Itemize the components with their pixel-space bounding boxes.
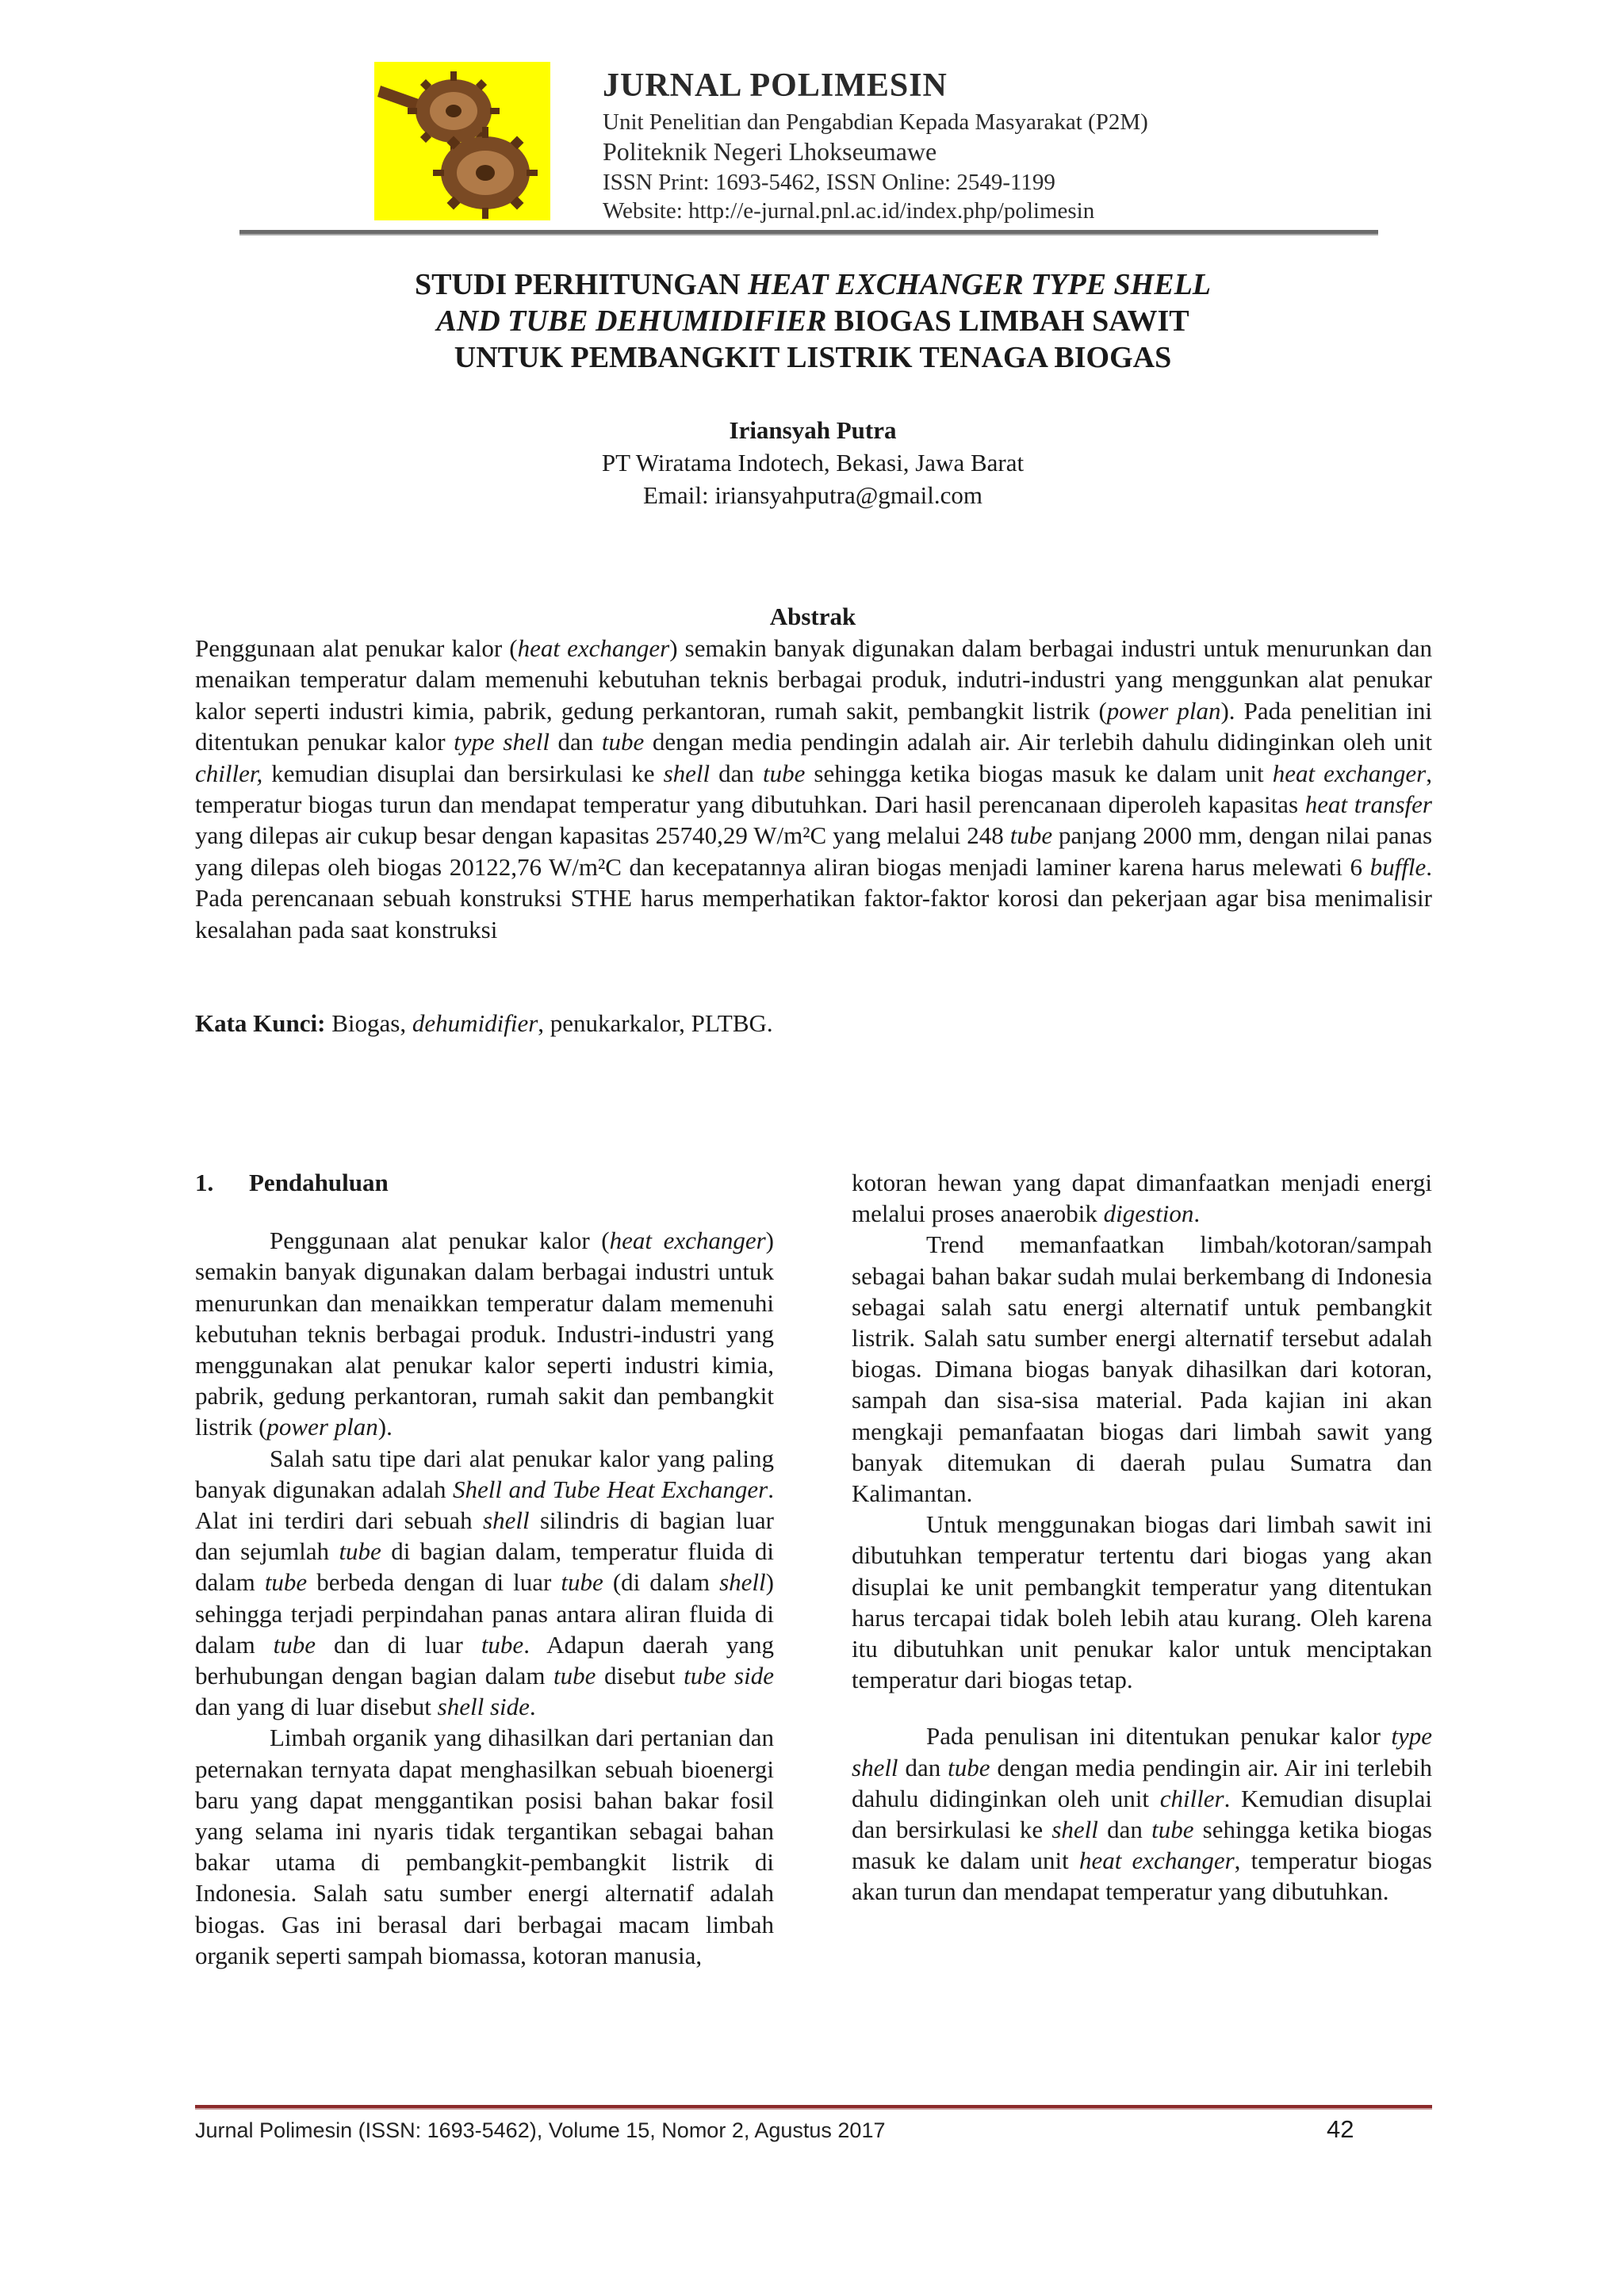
paragraph: Salah satu tipe dari alat penukar kalor yang paling banyak digunakan adalah Shell and Tube Heat Exchanger. Alat ini terdiri dari sebuah shell silindris di bagian luar dan sejumlah tube di bagian dalam, temperatur fluida di dalam tube berbeda dengan di luar tube (di dalam shell) sehingga terjadi perpindahan panas antara aliran fluida di dalam tube dan di luar tube. Adapun daerah yang berhubungan dengan bagian dalam tube disebut tube side dan yang di luar disebut shell side.	[195, 1444, 774, 1721]
footer-divider	[195, 2105, 1432, 2110]
author-email[interactable]: Email: iriansyahputra@gmail.com	[643, 481, 982, 509]
journal-unit: Unit Penelitian dan Pengabdian Kepada Masyarakat (P2M)	[603, 109, 1148, 135]
author-affiliation: PT Wiratama Indotech, Bekasi, Jawa Barat	[601, 449, 1025, 476]
paragraph: Trend memanfaatkan limbah/kotoran/sampah sebagai bahan bakar sudah mulai berkembang di Indonesia sebagai salah satu energi alternatif untuk pembangkit listrik. Salah satu sumber energi alternatif tersebut adalah biogas. Dimana biogas banyak dihasilkan dari kotoran, sampah dan sisa-sisa material. Pada kajian ini akan mengkaji pemanfaatan biogas dari limbah sawit yang banyak ditemukan di daerah pulau Sumatra dan Kalimantan.	[852, 1230, 1432, 1508]
author-block	[285, 414, 1340, 511]
masthead-divider	[239, 230, 1378, 235]
author-name: Iriansyah Putra	[729, 416, 897, 444]
journal-name: JURNAL POLIMESIN	[603, 67, 948, 104]
journal-logo	[374, 62, 550, 220]
paragraph: Untuk menggunakan biogas dari limbah sawit ini dibutuhkan temperatur tertentu dari biogas yang akan disuplai ke unit pembangkit temperatur yang ditentukan harus tercapai tidak boleh lebih atau kurang. Oleh karena itu dibutuhkan unit penukar kalor untuk menciptakan temperatur dari biogas tetap.	[852, 1510, 1432, 1694]
footer-citation: Jurnal Polimesin (ISSN: 1693-5462), Volume 15, Nomor 2, Agustus 2017	[195, 2118, 886, 2142]
journal-issn: ISSN Print: 1693-5462, ISSN Online: 2549-1199	[603, 170, 1055, 195]
gear-icon	[374, 62, 550, 220]
paragraph: Penggunaan alat penukar kalor (heat exchanger) semakin banyak digunakan dalam berbagai industri untuk menurunkan dan menaikkan temperatur dalam memenuhi kebutuhan teknis berbagai produk. Industri-industri yang menggunakan alat penukar kalor seperti industri kimia, pabrik, gedung perkantoran, rumah sakit dan pembangkit listrik (power plan).	[195, 1226, 774, 1441]
paragraph: Pada penulisan ini ditentukan penukar kalor type shell dan tube dengan media pendingin air. Air ini terlebih dahulu didinginkan oleh unit chiller. Kemudian disuplai dan bersirkulasi ke shell dan tube sehingga ketika biogas masuk ke dalam unit heat exchanger, temperatur biogas akan turun dan mendapat temperatur yang dibutuhkan.	[852, 1722, 1432, 1906]
body-column-left	[195, 1167, 774, 1971]
abstract-heading: Abstrak	[769, 603, 856, 630]
keywords-label: Kata Kunci:	[195, 1009, 326, 1037]
paragraph: kotoran hewan yang dapat dimanfaatkan menjadi energi melalui proses anaerobik digestion.	[852, 1169, 1432, 1228]
journal-institution: Politeknik Negeri Lhokseumawe	[603, 137, 937, 166]
section-heading: 1. Pendahuluan	[195, 1169, 389, 1196]
page-number: 42	[1327, 2115, 1354, 2143]
body-column-right	[852, 1167, 1432, 1908]
abstract-text: Penggunaan alat penukar kalor (heat exchanger) semakin banyak digunakan dalam berbagai industri untuk menurunkan dan menaikan temperatur dalam memenuhi kebutuhan teknis berbagai produk, indutri-industri yang menggunkan alat penukar kalor seperti industri kimia, pabrik, gedung perkantoran, rumah sakit, pembangkit listrik (power plan). Pada penelitian ini ditentukan penukar kalor type shell dan tube dengan media pendingin adalah air. Air terlebih dahulu didinginkan oleh unit chiller, kemudian disuplai dan bersirkulasi ke shell dan tube sehingga ketika biogas masuk ke dalam unit heat exchanger, temperatur biogas turun dan mendapat temperatur yang dibutuhkan. Dari hasil perencanaan diperoleh kapasitas heat transfer yang dilepas air cukup besar dengan kapasitas 25740,29 W/m²C yang melalui 248 tube panjang 2000 mm, dengan nilai panas yang dilepas oleh biogas 20122,76 W/m²C dan kecepatannya aliran biogas menjadi laminer karena harus melewati 6 buffle. Pada perencanaan sebuah konstruksi STHE harus memperhatikan faktor-faktor korosi dan pekerjaan agar bisa menimalisir kesalahan pada saat konstruksi	[195, 634, 1433, 943]
paragraph: Limbah organik yang dihasilkan dari pertanian dan peternakan ternyata dapat menghasilkan sebuah bioenergi baru yang dapat menggantikan posisi bahan bakar fosil yang selama ini nyaris tidak tergantikan sebagai bahan bakar utama di pembangkit-pembangkit listrik di Indonesia. Salah satu sumber energi alternatif adalah biogas. Gas ini berasal dari berbagai macam limbah organik seperti sampah biomassa, kotoran manusia,	[195, 1724, 774, 1969]
article-title: STUDI PERHITUNGAN HEAT EXCHANGER TYPE SHELL AND TUBE DEHUMIDIFIER BIOGAS LIMBAH SAWIT UNTUK PEMBANGKIT LISTRIK TENAGA BIOGAS	[415, 268, 1211, 374]
keywords: Kata Kunci: Biogas, dehumidifier, penukarkalor, PLTBG.	[195, 1009, 773, 1037]
journal-website[interactable]: Website: http://e-jurnal.pnl.ac.id/index.php/polimesin	[603, 198, 1095, 224]
